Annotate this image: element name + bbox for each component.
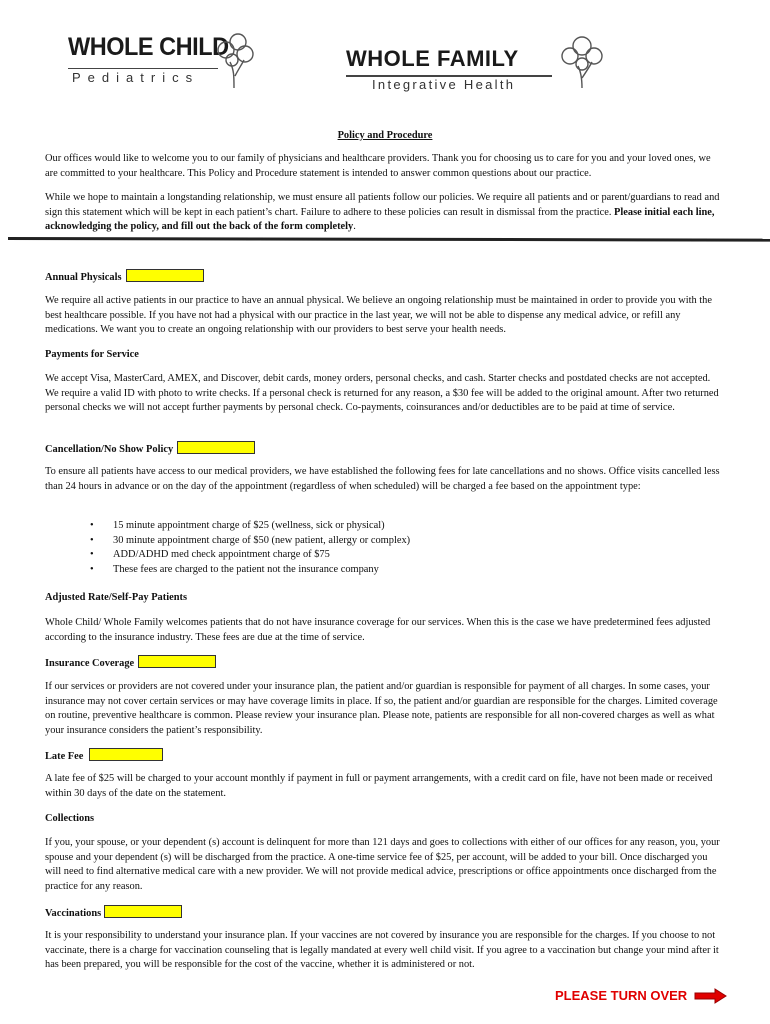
intro-paragraph: Our offices would like to welcome you to our family of physicians and healthcare providers. Thank you for choosing us to care for you and your loved ones, we are committed to your healthcare. This Policy and Procedure statement is intended to answer common questions about our practice. xyxy=(45,153,711,179)
section-divider xyxy=(8,237,770,242)
payments-body: We accept Visa, MasterCard, AMEX, and Discover, debit cards, money orders, personal checks, and cash. Starter checks and postdated checks are not accepted. We require a valid ID with photo to write checks. If a personal check is returned for any reason, a $30 fee will be added to the original amount. After two returned personal checks we will not accept further payments by personal check. Co-payments, coinsurances and/or deductibles are to be paid at time of service. xyxy=(45,373,719,414)
section-heading-annual-physicals xyxy=(45,269,204,286)
heading-label: Late Fee xyxy=(45,751,84,762)
collections-body: If you, your spouse, or your dependent (s) account is delinquent for more than 121 days and goes to collections with either of our offices for any reason, you, your spouse and your dependent (s) will be discharged from the practice. A one-time service fee of $25, per account, will be added to your bill. Once discharged you will need to find alternative medical care with a new provider. We will not provide medical advice, prescriptions or office appointments once discharged from the practice for any reason. xyxy=(45,837,720,892)
insurance-body: If our services or providers are not covered under your insurance plan, the patient and/or guardian is responsible for payment of all charges. In some cases, your insurance may not cover certain services or may have coverage limits in place. If so, the patient and/or guardian are responsible for the charges. Limited coverage on routine, preventive healthcare is common. Please review your insurance plan. Please note, patients are responsible for all non-covered charges as well as what your insurance considers the patient’s responsibility. xyxy=(45,681,718,736)
whole-family-logo-subtitle: Integrative Health xyxy=(372,77,516,92)
initial-field-vaccinations[interactable] xyxy=(104,905,182,918)
section-heading-adjusted-rate: Adjusted Rate/Self-Pay Patients xyxy=(45,592,187,603)
heading-label: Annual Physicals xyxy=(45,272,122,283)
tree-icon xyxy=(556,36,608,90)
heading-label: Vaccinations xyxy=(45,908,102,919)
page-title: Policy and Procedure xyxy=(337,130,433,141)
cancellation-fee-list xyxy=(90,519,410,577)
initial-field-cancellation[interactable] xyxy=(177,441,255,454)
heading-label: Cancellation/No Show Policy xyxy=(45,444,174,455)
whole-child-logo-subtitle: Pediatrics xyxy=(72,70,200,85)
initial-field-insurance[interactable] xyxy=(138,655,216,668)
adjusted-rate-body: Whole Child/ Whole Family welcomes patients that do not have insurance coverage for our services. When this is the case we have predetermined fees adjusted according to the insurance industry. These fees are due at the time of service. xyxy=(45,617,711,643)
arrow-right-icon xyxy=(694,988,728,1004)
whole-child-logo-title: WHOLE CHILD xyxy=(68,33,229,61)
instructions-text: While we hope to maintain a longstanding relationship, we must ensure all patients follow our policies. We require all patients and or parent/guardians to read and sign this statement which will be kept in each patient’s chart. Failure to adhere to these policies can result in dismissal from the practice. xyxy=(45,192,720,218)
section-heading-collections: Collections xyxy=(45,813,95,824)
section-heading-insurance xyxy=(45,655,216,672)
turn-over-label: PLEASE TURN OVER xyxy=(555,988,688,1003)
list-item: • ADD/ADHD med check appointment charge of $75 xyxy=(90,548,410,563)
section-heading-vaccinations xyxy=(45,905,182,922)
instructions-paragraph xyxy=(45,191,725,235)
instructions-end: . xyxy=(353,221,356,233)
logo-divider xyxy=(68,68,218,69)
section-heading-late-fee xyxy=(45,748,163,765)
whole-family-logo-title: WHOLE FAMILY xyxy=(346,46,519,71)
section-heading-payments: Payments for Service xyxy=(45,349,139,360)
initial-field-annual-physicals[interactable] xyxy=(126,269,204,282)
initial-field-late-fee[interactable] xyxy=(89,748,163,761)
late-fee-body: A late fee of $25 will be charged to your account monthly if payment in full or payment arrangements, with a credit card on file, have not been made or received within 30 days of the date on the statement. xyxy=(45,773,713,799)
annual-physicals-body: We require all active patients in our practice to have an annual physical. We believe an ongoing relationship must be maintained in order to provide you with the best healthcare possible. If you have not had a physical with our practice in the last year, we will not be able to dispense any medical advice, or refill any medications. We want you to create an ongoing relationship with our providers to best serve your health needs. xyxy=(45,295,712,336)
cancellation-body: To ensure all patients have access to our medical providers, we have established the following fees for late cancellations and no shows. Office visits cancelled less than 24 hours in advance or on the day of the appointment (regardless of when scheduled) will be charged a fee based on the appointment type: xyxy=(45,466,720,492)
vaccinations-body: It is your responsibility to understand your insurance plan. If your vaccines are not covered by insurance you are responsible for the charges. If you choose to not vaccinate, there is a charge for vaccination counseling that is legally mandated at every well child visit. If you agree to a vaccination but change your mind after it has been prepared, you will be responsible for the cost of the vaccine, whether it is administered or not. xyxy=(45,930,719,971)
instructions-emphasis: Please initial each line, acknowledging the policy, and fill out the back of the form completely xyxy=(45,206,715,233)
list-item: • 30 minute appointment charge of $50 (new patient, allergy or complex) xyxy=(90,534,410,549)
section-heading-cancellation xyxy=(45,441,255,458)
heading-label: Insurance Coverage xyxy=(45,658,135,669)
list-item: • 15 minute appointment charge of $25 (wellness, sick or physical) xyxy=(90,519,410,534)
list-item: • These fees are charged to the patient not the insurance company xyxy=(90,563,410,578)
tree-icon xyxy=(214,32,256,90)
